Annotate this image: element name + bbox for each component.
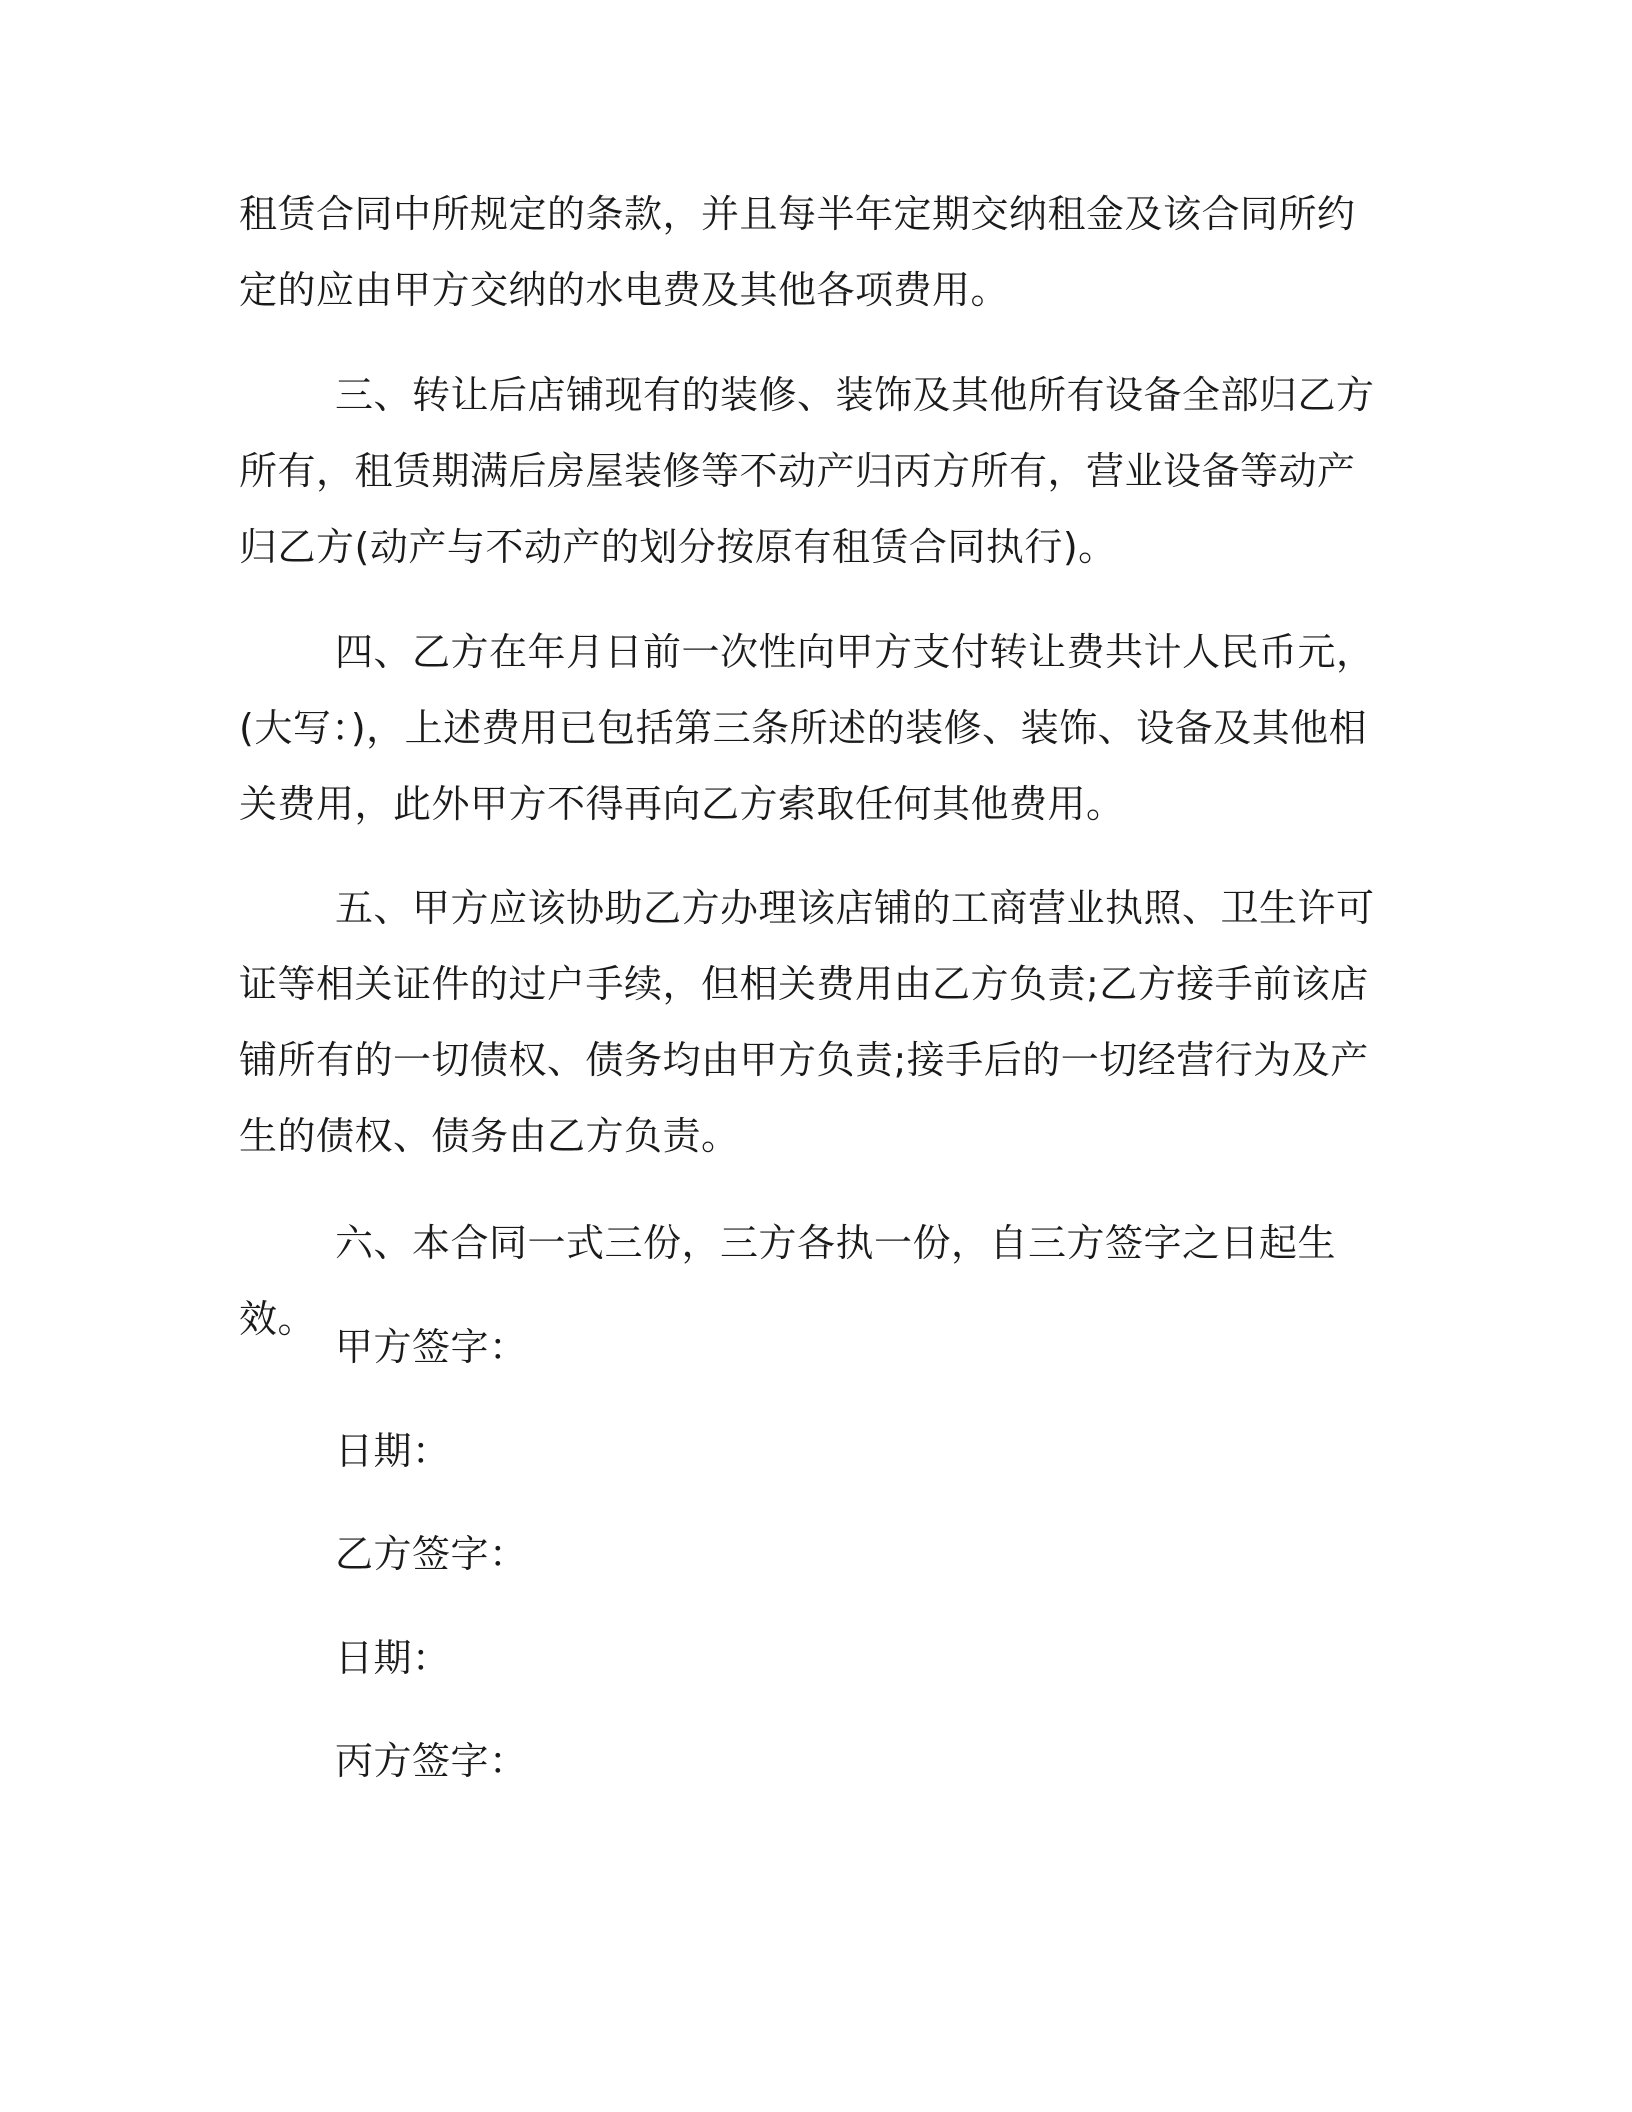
paragraph-clause-5: 五、甲方应该协助乙方办理该店铺的工商营业执照、卫生许可证等相关证件的过户手续，但相关费用由乙方负责;乙方接手前该店铺所有的一切债权、债务均由甲方负责;接手后的一切经营行为及产生的债权、债务由乙方负责。 — [239, 886, 1375, 1158]
paragraph-continuation: 租赁合同中所规定的条款，并且每半年定期交纳租金及该合同所约定的应由甲方交纳的水电费及其他各项费用。 — [239, 192, 1356, 312]
party-b-signature-label: 乙方签字： — [335, 1532, 528, 1576]
paragraph-clause-6: 六、本合同一式三份，三方各执一份，自三方签字之日起生效。 — [239, 1221, 1337, 1341]
party-c-signature-label: 丙方签字： — [335, 1739, 528, 1783]
paragraph-clause-3: 三、转让后店铺现有的装修、装饰及其他所有设备全部归乙方所有，租赁期满后房屋装修等不动产归丙方所有，营业设备等动产归乙方(动产与不动产的划分按原有租赁合同执行)。 — [239, 373, 1375, 569]
date-label-1: 日期： — [335, 1429, 451, 1473]
paragraph-clause-4: 四、乙方在年月日前一次性向甲方支付转让费共计人民币元，(大写：)，上述费用已包括第三条所述的装修、装饰、设备及其他相关费用，此外甲方不得再向乙方索取任何其他费用。 — [239, 630, 1375, 826]
date-label-2: 日期： — [335, 1636, 451, 1680]
party-a-signature-label: 甲方签字： — [335, 1325, 528, 1369]
